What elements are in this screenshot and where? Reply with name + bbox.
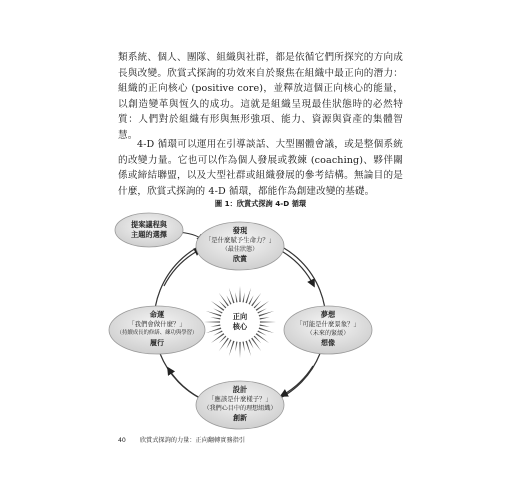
cycle-arrow-dream-design: [281, 366, 313, 396]
discovery-node: [196, 226, 284, 264]
discovery-sub: （最佳狀態）: [221, 246, 259, 253]
discovery-title: 發現: [232, 226, 248, 235]
sunburst-ray: [239, 340, 241, 358]
design-bottom: 創新: [233, 414, 247, 422]
design-node: [196, 385, 284, 423]
body-paragraph-1: 類系統、個人、團隊、組織與社群，都是依循它們所探究的方向成長與改變。欣賞式探詢的功效來自於聚焦在組織中最正向的潛力：組織的正向核心 (positive core)，並釋放這個正向核心的能量，以創造變革與恆久的成功。這就是組織呈現最佳狀態時的必然特質：人們對於組織有形與無形強項、能力、資源與資產的集體智慧。: [118, 52, 403, 141]
running-title: 欣賞式探詢的力量：正向翻轉實務指引: [139, 437, 246, 444]
sunburst-ray: [219, 293, 230, 308]
dream-bottom: 想像: [321, 339, 335, 347]
topic-line-2: 主題的選擇: [131, 230, 167, 239]
design-title: 設計: [232, 385, 248, 394]
body-paragraph-2: 4-D 循環可以運用在引導談話、大型團體會議，或是整個系統的改變力量。它也可以作為個人發展或教練 (coaching)、夥伴關係或締結聯盟，以及大型社群或組織發展的參考結構。無論目的是什麼，欣賞式探詢的 4-D 循環，都能作為創建改變的基礎。: [118, 139, 403, 197]
figure-title: 圖 1：欣賞式探詢 4-D 循環: [214, 199, 307, 208]
dream-question: 「可能是什麼景象？」: [296, 320, 360, 328]
destiny-question: 「我們會做什麼？」: [128, 320, 186, 328]
sunburst-ray: [219, 336, 230, 351]
destiny-sub: （持續成長的修繕、練功與學習）: [116, 330, 198, 336]
dream-node: [284, 310, 372, 348]
topic-line-1: 提案議程與: [131, 220, 167, 229]
page-number: 40: [118, 437, 126, 444]
destiny-title: 命運: [149, 310, 165, 319]
dream-sub: （未來的緊緩）: [306, 330, 350, 337]
design-sub: （我們心目中的理想組織）: [203, 405, 277, 412]
sunburst-ray: [250, 293, 261, 308]
page-footer: [118, 435, 257, 444]
core-label: [225, 312, 255, 332]
sunburst-ray: [239, 286, 241, 304]
core-line-2: 核心: [232, 322, 248, 331]
sunburst-ray: [250, 336, 261, 351]
sunburst-ray: [211, 332, 226, 343]
sunburst-ray: [211, 301, 226, 312]
design-question: 「應該是什麼樣子？」: [208, 395, 272, 403]
destiny-bottom: 履行: [150, 339, 164, 347]
core-line-1: 正向: [232, 312, 248, 321]
sunburst-ray: [258, 321, 276, 323]
discovery-bottom: 欣賞: [233, 255, 247, 263]
sunburst-ray: [254, 332, 269, 343]
discovery-question: 「是什麼賦予生命力？」: [204, 236, 276, 244]
sunburst-ray: [204, 321, 222, 323]
dream-title: 夢想: [320, 310, 336, 319]
destiny-node: [109, 310, 205, 348]
topic-label: [117, 220, 181, 240]
sunburst-ray: [254, 301, 269, 312]
